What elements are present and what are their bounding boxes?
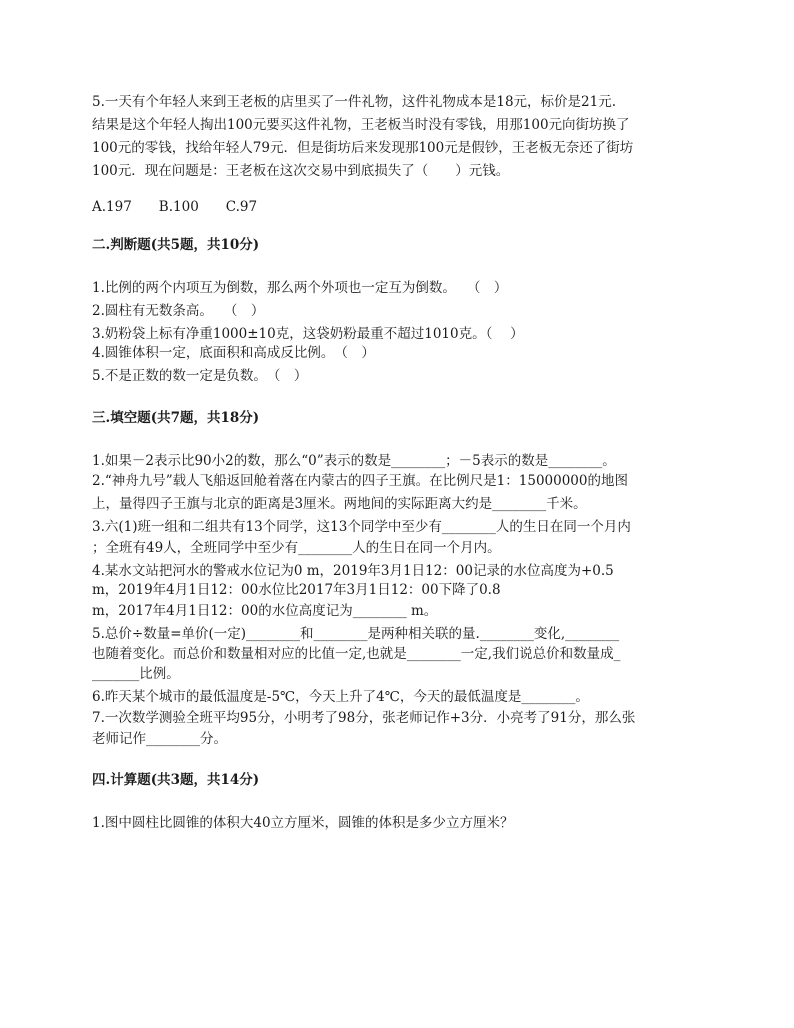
fill-line-3: 上，量得四子王旗与北京的距离是3厘米。两地间的实际距离大约是________千米。 xyxy=(92,496,587,512)
fill-line-5: ；全班有49人，全班同学中至少有________人的生日在同一个月内。 xyxy=(92,540,501,556)
fill-line-14: 老师记作________分。 xyxy=(92,731,227,747)
fill-line-10: 也随着变化。而总价和数量相对应的比值一定,也就是________一定,我们说总价和数量成_ xyxy=(92,646,621,662)
judge-item-5: 5.不是正数的数一定是负数。 （ ） xyxy=(92,368,308,384)
q5-line-4: 100元．现在问题是：王老板在这次交易中到底损失了（ ）元钱。 xyxy=(92,163,510,179)
section-2-title: 二.判断题(共5题，共10分) xyxy=(92,237,260,253)
fill-line-7: m，2019年4月1日12：00水位比2017年3月1日12：00下降了0.8 xyxy=(92,582,501,598)
section-4-title: 四.计算题(共3题，共14分) xyxy=(92,772,260,788)
calc-item-1: 1.图中圆柱比圆锥的体积大40立方厘米，圆锥的体积是多少立方厘米？ xyxy=(92,815,514,831)
fill-line-8: m，2017年4月1日12：00的水位高度记为________ m。 xyxy=(92,603,438,619)
fill-line-2: 2.“神舟九号”载人飞船返回舱着落在内蒙古的四子王旗。在比例尺是1：15000000的地图 xyxy=(92,473,628,489)
q5-options: A.197 B.100 C.97 xyxy=(92,199,258,215)
fill-line-13: 7.一次数学测验全班平均95分，小明考了98分，张老师记作+3分．小亮考了91分，那么张 xyxy=(92,710,636,726)
fill-line-1: 1.如果－2表示比90小2的数，那么“0”表示的数是________；－5表示的数是________。 xyxy=(92,453,616,469)
judge-item-3: 3.奶粉袋上标有净重1000±10克，这袋奶粉最重不超过1010克。（ ） xyxy=(92,326,524,342)
section-3-title: 三.填空题(共7题，共18分) xyxy=(92,410,260,426)
fill-line-11: _______比例。 xyxy=(92,666,180,682)
judge-item-2: 2.圆柱有无数条高。 （ ） xyxy=(92,303,265,319)
fill-line-9: 5.总价÷数量=单价(一定)________和________是两种相关联的量.________变化,________ xyxy=(92,626,620,642)
q5-line-1: 5.一天有个年轻人来到王老板的店里买了一件礼物，这件礼物成本是18元，标价是21元. xyxy=(92,94,617,110)
q5-line-2: 结果是这个年轻人掏出100元要买这件礼物，王老板当时没有零钱，用那100元向街坊换了 xyxy=(92,117,630,133)
fill-line-4: 3.六(1)班一组和二组共有13个同学，这13个同学中至少有________人的生日在同一个月内 xyxy=(92,519,631,535)
fill-line-6: 4.某水文站把河水的警戒水位记为0 m，2019年3月1日12：00记录的水位高度为+0.5 xyxy=(92,563,614,579)
judge-item-4: 4.圆锥体积一定，底面积和高成反比例。 （ ） xyxy=(92,345,375,361)
q5-line-3: 100元的零钱，找给年轻人79元．但是街坊后来发现那100元是假钞，王老板无奈还了街坊 xyxy=(92,140,634,156)
fill-line-12: 6.昨天某个城市的最低温度是-5℃，今天上升了4℃，今天的最低温度是________。 xyxy=(92,689,589,705)
judge-item-1: 1.比例的两个内项互为倒数，那么两个外项也一定互为倒数。 （ ） xyxy=(92,280,508,296)
